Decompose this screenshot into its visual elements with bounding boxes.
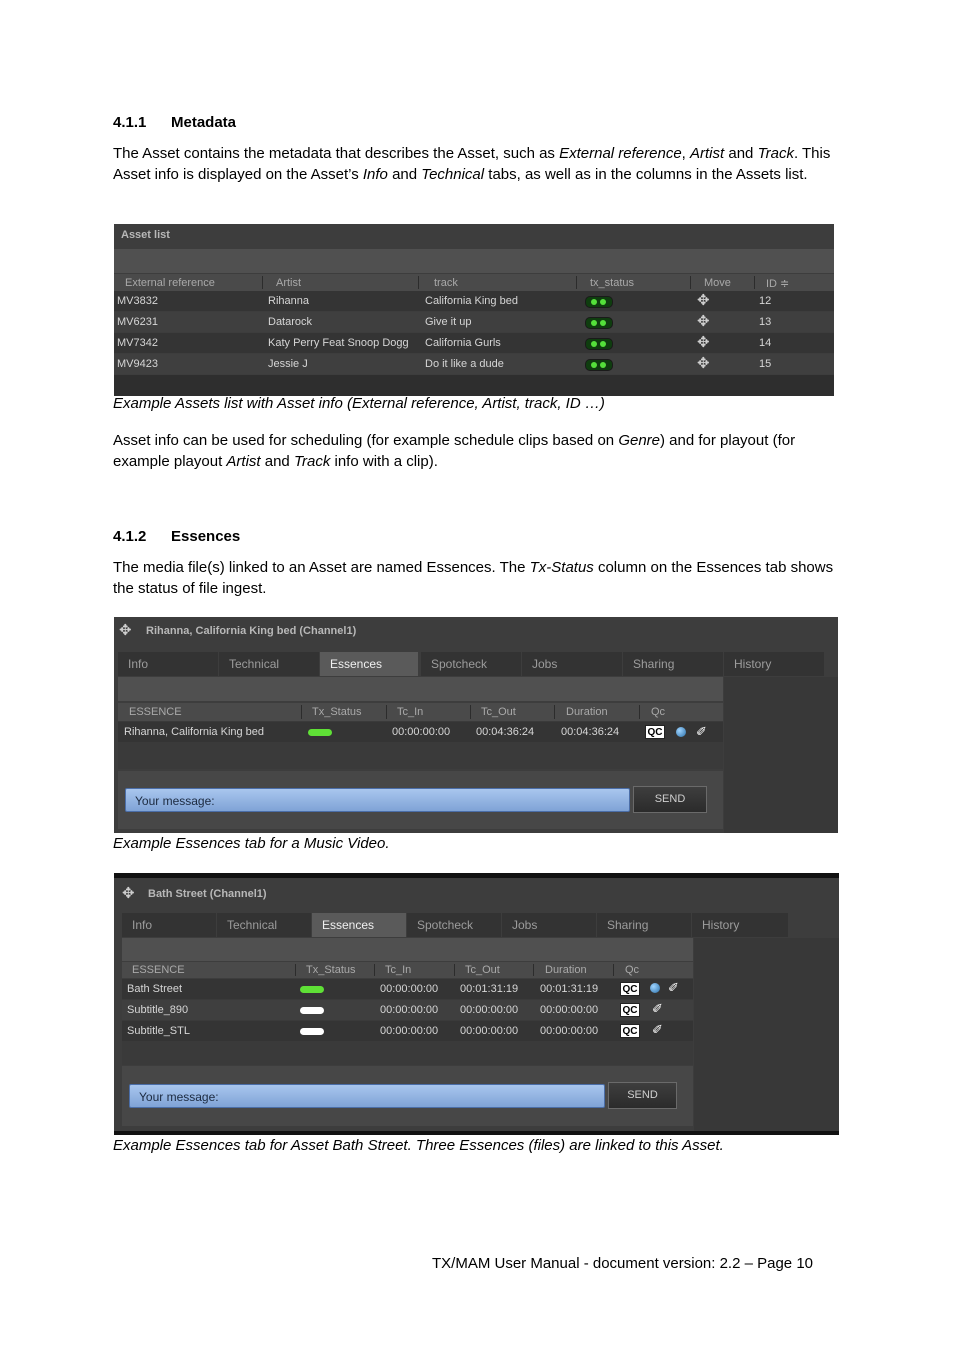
assets-list-footer [114, 375, 834, 396]
tab-sharing[interactable]: Sharing [623, 652, 723, 676]
essences-caption-2: Example Essences tab for Asset Bath Street. Three Essences (files) are linked to this Asset. [113, 1137, 724, 1154]
panel-title: Rihanna, California King bed (Channel1) [146, 625, 357, 637]
essences-column-header [122, 962, 693, 978]
column-move[interactable]: Move [704, 277, 731, 289]
send-button[interactable]: SEND [608, 1082, 677, 1109]
cell-external-reference: MV3832 [117, 295, 158, 307]
assets-column-header [114, 274, 834, 291]
essences-paragraph: The media file(s) linked to an Asset are named Essences. The Tx-Status column on the Essences tab shows the status of file ingest. [113, 559, 834, 597]
qc-button[interactable]: QC [620, 1003, 640, 1017]
cell-essence: Subtitle_STL [127, 1025, 190, 1037]
table-row[interactable] [118, 722, 723, 742]
section-number: 4.1.1 [113, 114, 147, 131]
table-row[interactable] [114, 354, 834, 374]
table-row[interactable] [114, 291, 834, 311]
column-essence[interactable]: ESSENCE [129, 706, 182, 718]
column-tc-out[interactable]: Tc_Out [481, 706, 516, 718]
column-tx-status[interactable]: Tx_Status [306, 964, 356, 976]
cell-tc-out: 00:01:31:19 [460, 983, 519, 995]
message-area [122, 1066, 693, 1126]
cell-tc-in: 00:00:00:00 [392, 726, 451, 738]
cell-essence: Rihanna, California King bed [124, 726, 265, 738]
tab-essences[interactable]: Essences [312, 913, 406, 937]
table-row[interactable] [122, 979, 693, 999]
cell-essence: Bath Street [127, 983, 183, 995]
essences-toolbar [122, 938, 693, 961]
message-area [118, 771, 723, 829]
table-row[interactable] [114, 312, 834, 332]
tx-status-led-icon [585, 338, 613, 350]
move-icon[interactable]: ✥ [697, 355, 710, 372]
cell-track: California King bed [425, 295, 518, 307]
assets-list-title: Asset list [121, 229, 170, 241]
cell-external-reference: MV9423 [117, 358, 158, 370]
cell-external-reference: MV6231 [117, 316, 158, 328]
cell-track: Do it like a dude [425, 358, 504, 370]
tx-status-indicator [300, 986, 324, 993]
cell-tc-out: 00:04:36:24 [476, 726, 535, 738]
tab-bar [118, 652, 824, 676]
side-area [694, 938, 839, 1131]
column-qc[interactable]: Qc [651, 706, 666, 718]
move-icon[interactable]: ✥ [122, 885, 135, 902]
essences-rows [122, 979, 693, 1065]
page-footer: TX/MAM User Manual - document version: 2.2 – Page 10 [432, 1255, 814, 1272]
cell-duration: 00:00:00:00 [540, 1004, 599, 1016]
tx-status-led-icon [585, 359, 613, 371]
cell-id: 14 [759, 337, 772, 349]
cell-tc-out: 00:00:00:00 [460, 1025, 519, 1037]
panel-title: Bath Street (Channel1) [148, 888, 267, 900]
cell-tc-in: 00:00:00:00 [380, 1004, 439, 1016]
tab-spotcheck[interactable]: Spotcheck [421, 652, 521, 676]
move-icon[interactable]: ✥ [697, 292, 710, 309]
cell-id: 13 [759, 316, 772, 328]
qc-button[interactable]: QC [620, 982, 640, 996]
column-essence[interactable]: ESSENCE [132, 964, 185, 976]
assets-list-panel [114, 224, 834, 396]
column-duration[interactable]: Duration [566, 706, 608, 718]
tx-status-led-icon [585, 296, 613, 308]
tx-status-indicator [308, 729, 332, 736]
move-icon[interactable]: ✥ [119, 622, 132, 639]
pin-icon[interactable]: ✐ [696, 724, 707, 739]
essences-column-header [118, 703, 723, 721]
tab-jobs[interactable]: Jobs [522, 652, 622, 676]
tab-bar [122, 913, 788, 937]
cell-essence: Subtitle_890 [127, 1004, 189, 1016]
globe-icon[interactable] [650, 983, 660, 993]
globe-icon[interactable] [676, 727, 686, 737]
assets-list-caption: Example Assets list with Asset info (External reference, Artist, track, ID …) [113, 395, 605, 412]
metadata-paragraph-2: Asset info can be used for scheduling (for example schedule clips based on Genre) and for playout (for example playout Artist and Track info with a clip). [113, 432, 796, 470]
column-duration[interactable]: Duration [545, 964, 587, 976]
section-number: 4.1.2 [113, 528, 147, 545]
tab-history[interactable]: History [724, 652, 824, 676]
cell-id: 12 [759, 295, 772, 307]
cell-duration: 00:04:36:24 [561, 726, 620, 738]
tab-info[interactable]: Info [122, 913, 216, 937]
section-heading-metadata [113, 114, 236, 131]
tab-jobs[interactable]: Jobs [502, 913, 596, 937]
send-button[interactable]: SEND [633, 786, 707, 813]
cell-duration: 00:00:00:00 [540, 1025, 599, 1037]
cell-artist: Datarock [268, 316, 313, 328]
essences-panel-bath-street [114, 873, 839, 1135]
side-area [724, 677, 838, 833]
move-icon[interactable]: ✥ [697, 313, 710, 330]
cell-tc-in: 00:00:00:00 [380, 1025, 439, 1037]
assets-rows [114, 291, 834, 375]
qc-button[interactable]: QC [620, 1024, 640, 1038]
column-tc-in[interactable]: Tc_In [397, 706, 424, 718]
tab-sharing[interactable]: Sharing [597, 913, 691, 937]
table-row[interactable] [122, 1000, 693, 1020]
column-id[interactable]: ID ≑ [766, 278, 790, 290]
cell-tc-in: 00:00:00:00 [380, 983, 439, 995]
cell-artist: Rihanna [268, 295, 309, 307]
move-icon[interactable]: ✥ [697, 334, 710, 351]
table-row[interactable] [122, 1021, 693, 1041]
cell-duration: 00:01:31:19 [540, 983, 599, 995]
section-title: Metadata [171, 114, 237, 131]
tx-status-indicator [300, 1028, 324, 1035]
column-tx-status[interactable]: Tx_Status [312, 706, 362, 718]
tab-technical[interactable]: Technical [217, 913, 311, 937]
assets-toolbar [114, 249, 834, 273]
message-input[interactable]: Your message: [125, 788, 630, 812]
cell-artist: Katy Perry Feat Snoop Dogg [268, 337, 409, 349]
cell-track: Give it up [425, 316, 472, 328]
table-row[interactable] [114, 333, 834, 353]
cell-id: 15 [759, 358, 772, 370]
essences-panel-music-video [114, 617, 838, 833]
tab-history[interactable]: History [692, 913, 788, 937]
message-input[interactable]: Your message: [129, 1084, 605, 1108]
pin-icon[interactable]: ✐ [668, 980, 679, 995]
cell-track: California Gurls [425, 337, 501, 349]
metadata-paragraph-1: The Asset contains the metadata that describes the Asset, such as External reference, Artist and Track. This Asset info is displayed on the Asset’s Info and Technical tabs, as well as in the columns in the Assets list. [113, 145, 831, 183]
column-artist[interactable]: Artist [276, 277, 302, 289]
column-track[interactable]: track [434, 277, 458, 289]
cell-tc-out: 00:00:00:00 [460, 1004, 519, 1016]
pin-icon[interactable]: ✐ [652, 1022, 663, 1037]
tab-essences[interactable]: Essences [320, 652, 418, 676]
column-tc-out[interactable]: Tc_Out [465, 964, 500, 976]
essences-toolbar [118, 677, 723, 701]
section-title: Essences [171, 528, 241, 545]
column-tc-in[interactable]: Tc_In [385, 964, 412, 976]
column-qc[interactable]: Qc [625, 964, 640, 976]
column-tx-status[interactable]: tx_status [590, 277, 635, 289]
essences-rows [118, 721, 723, 769]
section-heading-essences [113, 528, 240, 545]
tx-status-led-icon [585, 317, 613, 329]
tab-spotcheck[interactable]: Spotcheck [407, 913, 501, 937]
cell-artist: Jessie J [268, 358, 308, 370]
tab-info[interactable]: Info [118, 652, 218, 676]
pin-icon[interactable]: ✐ [652, 1001, 663, 1016]
column-external-reference[interactable]: External reference [125, 277, 215, 289]
essences-caption-1: Example Essences tab for a Music Video. [113, 835, 390, 852]
tx-status-indicator [300, 1007, 324, 1014]
qc-button[interactable]: QC [645, 725, 665, 739]
tab-technical[interactable]: Technical [219, 652, 319, 676]
cell-external-reference: MV7342 [117, 337, 158, 349]
